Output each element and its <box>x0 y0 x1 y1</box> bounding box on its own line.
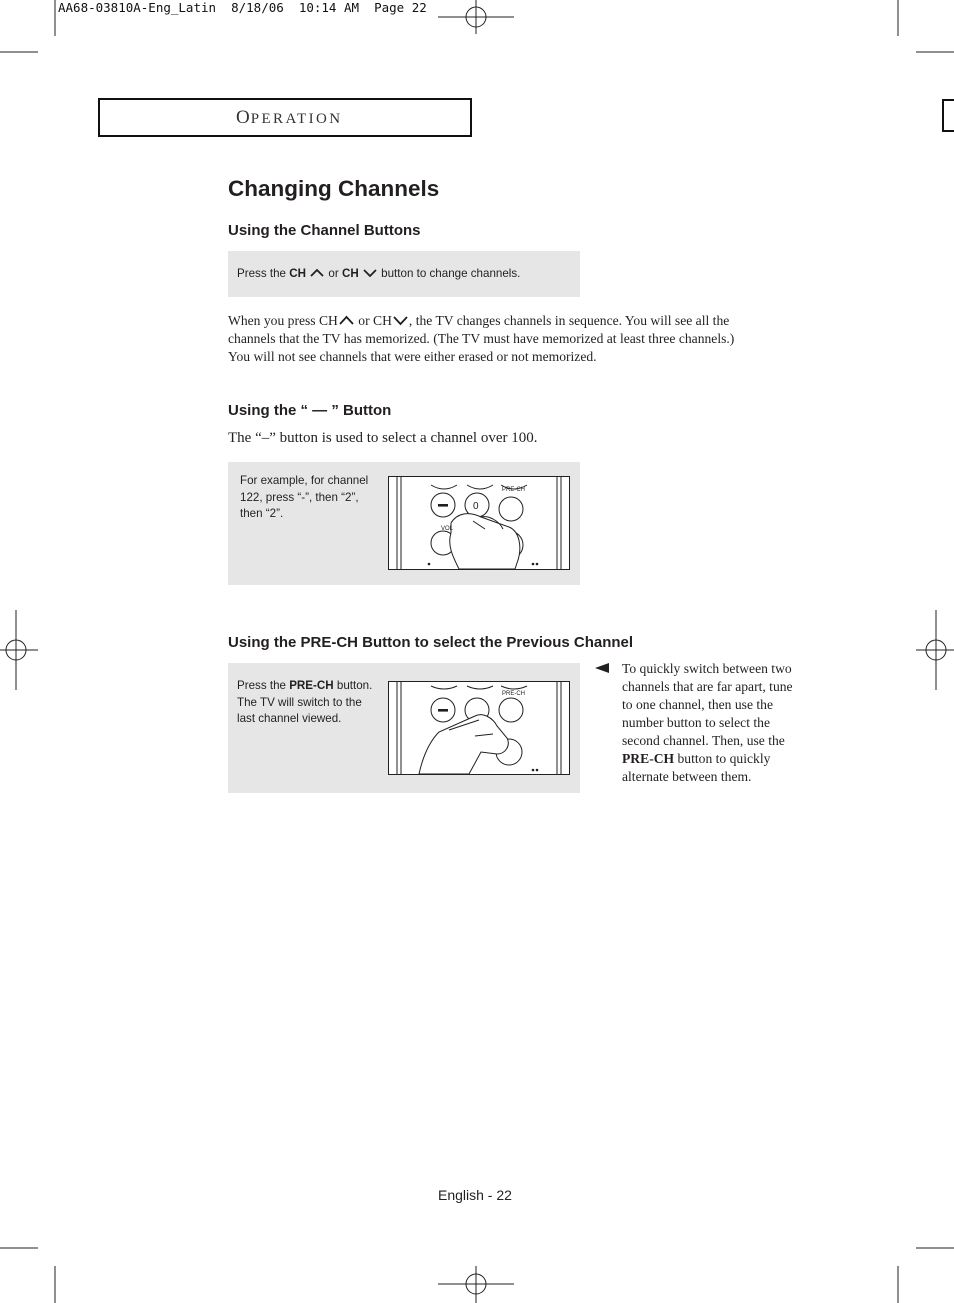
note-prech: Press the PRE-CH button. The TV will switch to the last channel viewed. <box>237 679 373 725</box>
remote-label-vol: VOL <box>441 526 454 532</box>
remote-prech-illustration <box>388 681 570 775</box>
registration-mark-icon <box>916 610 954 690</box>
chevron-down-icon <box>362 267 378 278</box>
heading-channel-buttons: Using the Channel Buttons <box>228 222 421 239</box>
remote-key-zero: 0 <box>473 501 479 512</box>
remote-label-prech: PRE-CH <box>502 487 526 493</box>
page-footer: English - 22 <box>438 1187 512 1203</box>
remote-dash-illustration <box>388 476 570 570</box>
heading-prech-button: Using the PRE-CH Button to select the Previous Channel <box>228 634 634 651</box>
page-title: Changing Channels <box>228 176 440 201</box>
chevron-up-icon <box>338 314 355 326</box>
chevron-down-icon <box>392 314 409 326</box>
note-box-channel-buttons <box>228 251 580 297</box>
registration-mark-icon <box>438 1266 514 1303</box>
dash-key-icon <box>438 504 448 507</box>
print-header: AA68-03810A-Eng_Latin 8/18/06 10:14 AM Page 22 <box>58 0 427 15</box>
registration-mark-icon <box>0 610 38 690</box>
side-tab-marker <box>942 99 954 132</box>
dash-key-icon <box>438 709 448 712</box>
example-text: For example, for channel 122, press “-”, then “2”, then “2”. <box>240 474 369 520</box>
section-label: OPERATION <box>236 107 343 128</box>
tip-prech: To quickly switch between two channels that are far apart, tune to one channel, then use the number button to select the second channel. Then, use the PRE-CH button to quickly alternate between them. <box>622 661 793 784</box>
arrow-left-icon <box>595 663 611 673</box>
remote-label-prech: PRE-CH <box>502 691 526 697</box>
registration-mark-icon <box>438 0 514 34</box>
chevron-up-icon <box>309 267 325 278</box>
heading-dash-button: Using the “ — ” Button <box>228 402 392 419</box>
body-dash-button: The “–” button is used to select a channel over 100. <box>228 430 538 446</box>
note-channel-buttons: Press the CH or CH button to change channels. <box>237 267 521 280</box>
body-channel-buttons: When you press CH or CH , the TV changes channels in sequence. You will see all the channels that the TV has memorized. (The TV must have memorized at least three channels.) You will not see channels that were either erased or not memorized. <box>228 313 735 364</box>
